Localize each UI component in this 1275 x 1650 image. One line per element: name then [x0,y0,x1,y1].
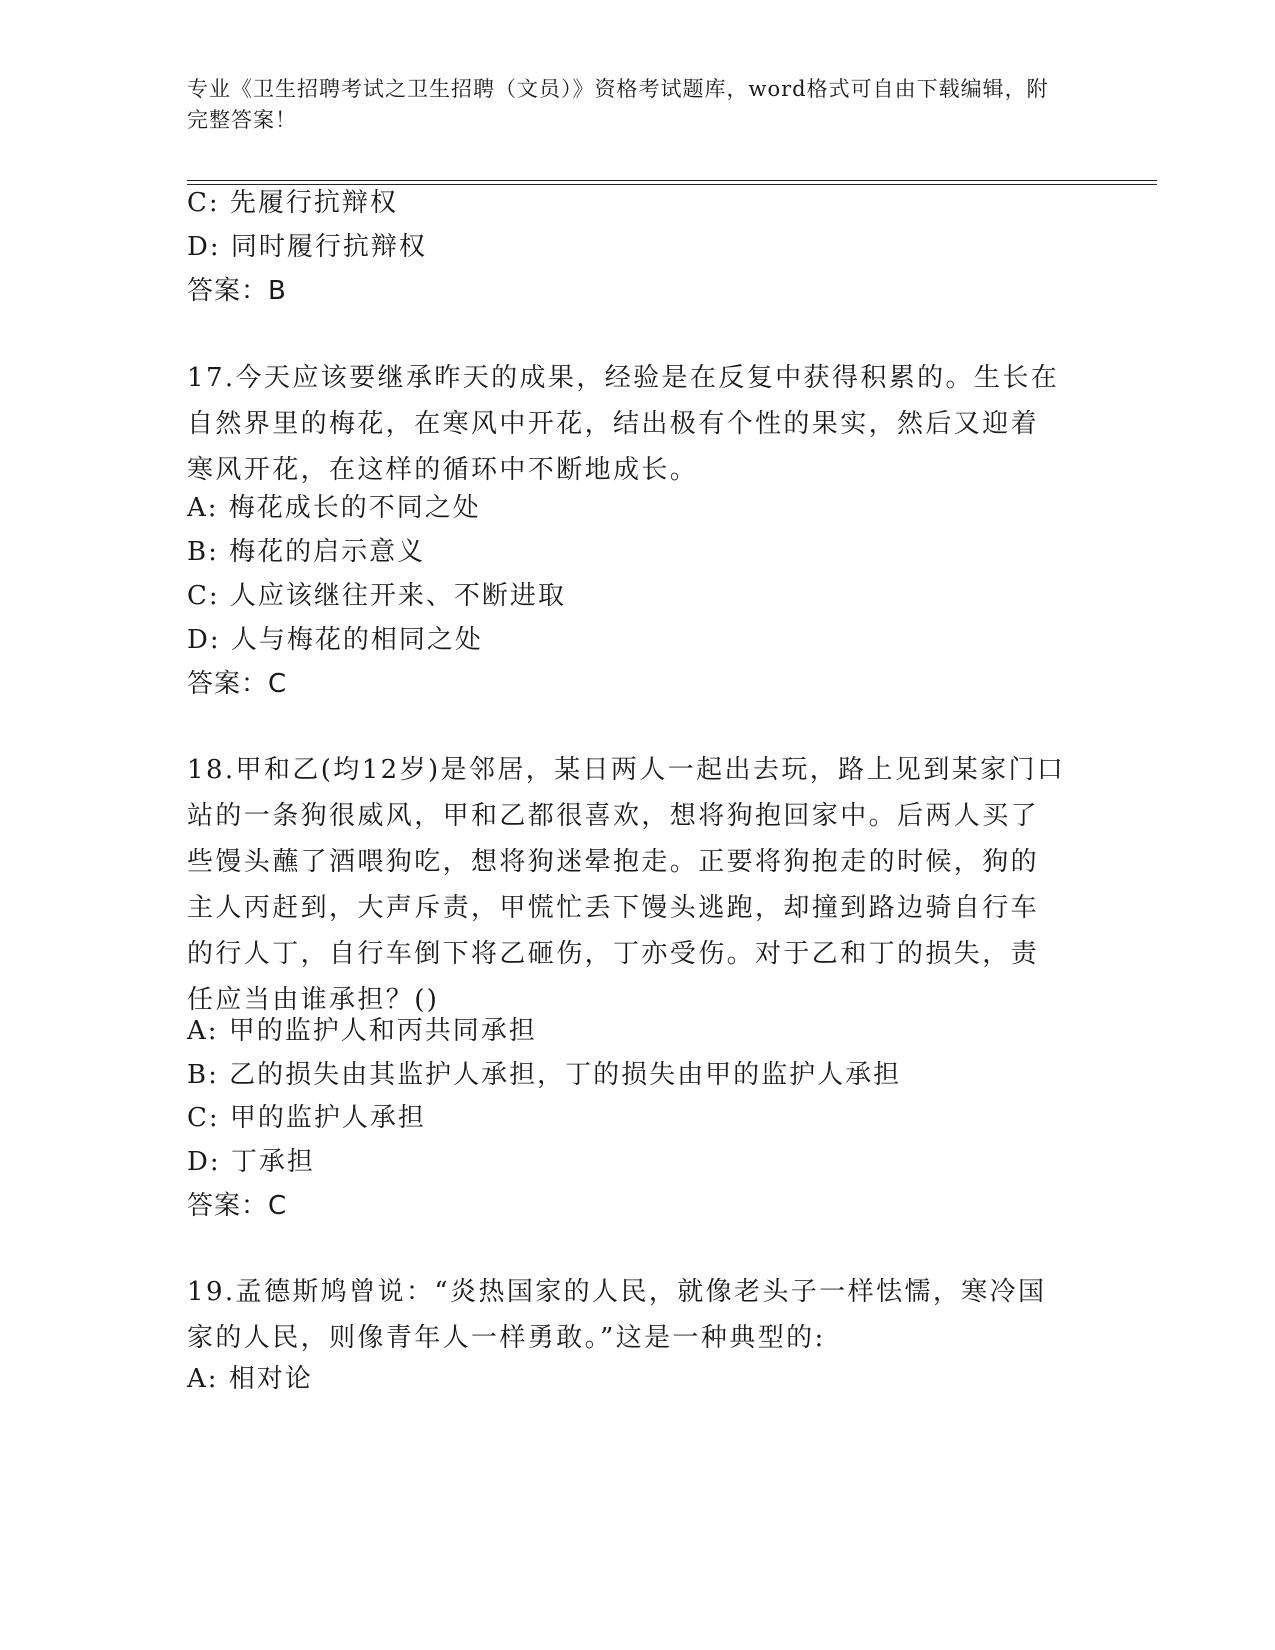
option-d: D: 丁承担 [187,1147,315,1177]
option-b: B: 梅花的启示意义 [187,537,426,567]
option-d: D: 同时履行抗辩权 [187,232,427,262]
header-divider-second [187,184,1157,185]
answer: 答案：B [187,276,287,306]
answer: 答案：C [187,1191,288,1221]
question-stem: 17.今天应该要继承昨天的成果，经验是在反复中获得积累的。生长在自然界里的梅花，在寒风中开花，结出极有个性的果实，然后又迎着寒风开花，在这样的循环中不断地成长。 [187,363,1060,485]
header-divider [187,180,1157,181]
option-a: A: 甲的监护人和丙共同承担 [187,1016,537,1046]
option-c: C: 人应该继往开来、不断进取 [187,581,566,611]
document-header: 专业《卫生招聘考试之卫生招聘（文员）》资格考试题库，word格式可自由下载编辑，附完整答案！ [187,77,1049,132]
option-b: B: 乙的损失由其监护人承担，丁的损失由甲的监护人承担 [187,1060,902,1090]
option-a: A: 梅花成长的不同之处 [187,493,481,523]
option-c: C: 先履行抗辩权 [187,188,398,218]
option-d: D: 人与梅花的相同之处 [187,625,483,655]
option-c: C: 甲的监护人承担 [187,1103,426,1133]
answer: 答案：C [187,669,288,699]
option-a: A: 相对论 [187,1364,313,1394]
question-stem: 18.甲和乙(均12岁)是邻居，某日两人一起出去玩，路上见到某家门口站的一条狗很威风，甲和乙都很喜欢，想将狗抱回家中。后两人买了些馒头蘸了酒喂狗吃，想将狗迷晕抱走。正要将狗抱走的时候，狗的主人丙赶到，大声斥责，甲慌忙丢下馒头逃跑，却撞到路边骑自行车的行人丁，自行车倒下将乙砸伤，丁亦受伤。对于乙和丁的损失，责任应当由谁承担？() [187,755,1066,1015]
question-stem: 19.孟德斯鸠曾说：“炎热国家的人民，就像老头子一样怯懦，寒冷国家的人民，则像青年人一样勇敢。”这是一种典型的: [187,1277,1047,1353]
